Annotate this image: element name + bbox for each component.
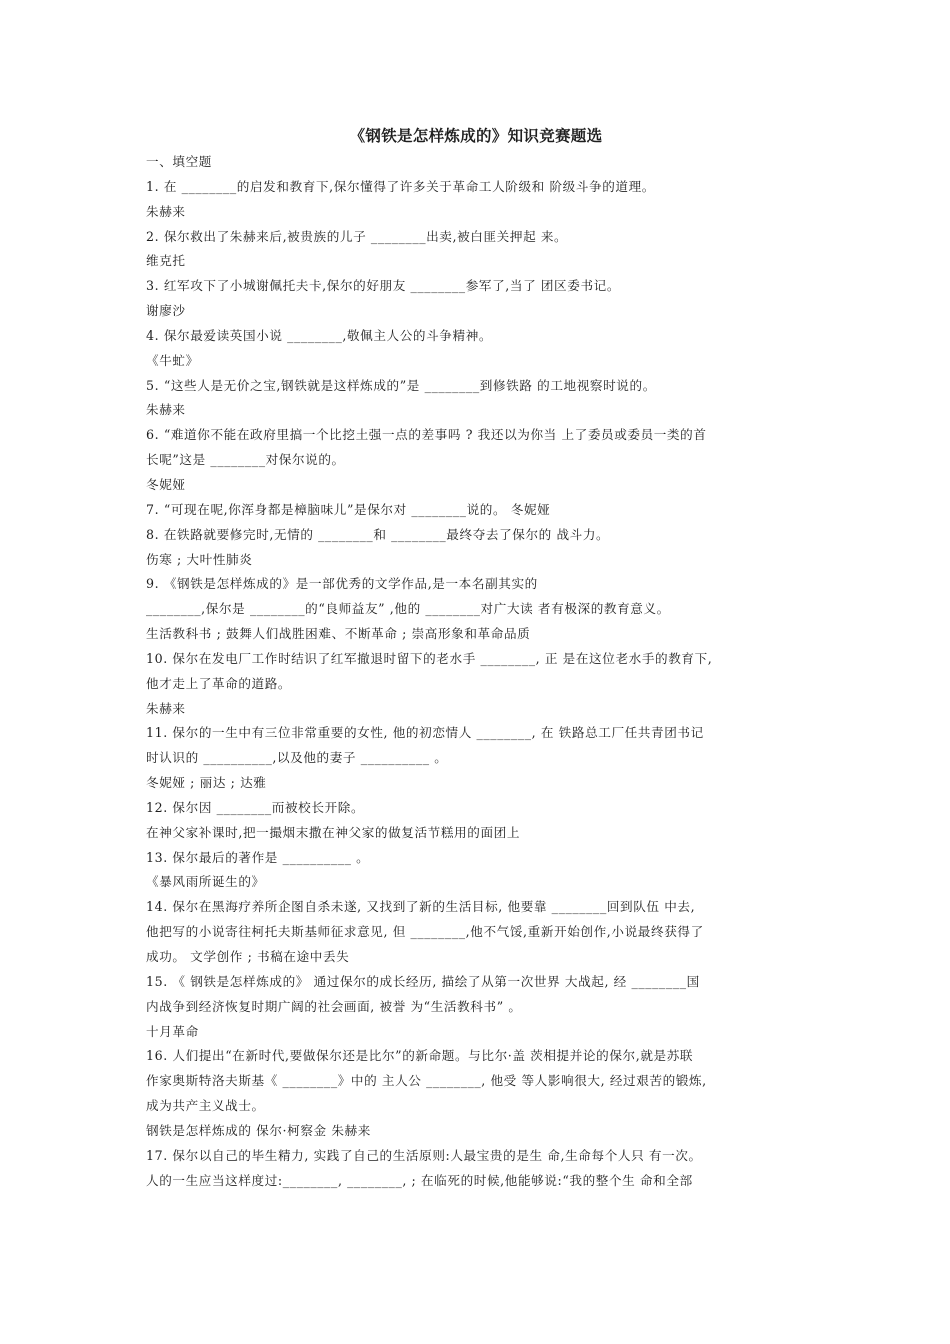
text-line: 成为共产主义战士。 xyxy=(146,1098,265,1114)
text-line: 维克托 xyxy=(146,253,186,269)
text-line: 在神父家补课时,把一撮烟末撒在神父家的做复活节糕用的面团上 xyxy=(146,824,521,840)
text-line: 时认识的 __________,以及他的妻子 __________ 。 xyxy=(146,750,448,766)
text-line: 人的一生应当这样度过:________, ________, ; 在临死的时候,他能够说:“我的整个生 命和全部 xyxy=(146,1172,693,1188)
document-page xyxy=(146,122,806,1193)
text-line: 9. 《钢铁是怎样炼成的》是一部优秀的文学作品,是一本名副其实的 xyxy=(146,576,538,592)
text-line: 6. “难道你不能在政府里搞一个比挖土强一点的差事吗 ? 我还以为你当 上了委员或委员一类的首 xyxy=(146,427,707,443)
text-line: 13. 保尔最后的著作是 __________ 。 xyxy=(146,849,370,865)
text-line: 作家奥斯特洛夫斯基《 ________》中的 主人公 ________, 他受 等人影响很大, 经过艰苦的锻炼, xyxy=(146,1073,707,1089)
text-line: 生活教科书 ; 鼓舞人们战胜困难、不断革命 ; 崇高形象和革命品质 xyxy=(146,626,531,642)
text-line: ________,保尔是 ________的“良师益友” ,他的 ________对广大读 者有极深的教育意义。 xyxy=(146,601,670,617)
text-line: 3. 红军攻下了小城谢佩托夫卡,保尔的好朋友 ________参军了,当了 团区委书记。 xyxy=(146,278,621,294)
text-line: 他把写的小说寄往柯托夫斯基师征求意见, 但 ________,他不气馁,重新开始创作,小说最终获得了 xyxy=(146,924,704,940)
text-line: 1. 在 ________的启发和教育下,保尔懂得了许多关于革命工人阶级和 阶级斗争的道理。 xyxy=(146,178,656,194)
text-line: 朱赫来 xyxy=(146,402,186,418)
text-line: 11. 保尔的一生中有三位非常重要的女性, 他的初恋情人 ________, 在 铁路总工厂任共青团书记 xyxy=(146,725,704,741)
text-line: 朱赫来 xyxy=(146,203,186,219)
text-line: 钢铁是怎样炼成的 保尔·柯察金 朱赫来 xyxy=(146,1122,371,1138)
text-line: 伤寒 ; 大叶性肺炎 xyxy=(146,551,253,567)
text-line: 十月革命 xyxy=(146,1023,199,1039)
text-line: 8. 在铁路就要修完时,无情的 ________和 ________最终夺去了保尔的 战斗力。 xyxy=(146,526,610,542)
text-line: 内战争到经济恢复时期广阔的社会画面, 被誉 为“生活教科书” 。 xyxy=(146,998,522,1014)
document-title: 《钢铁是怎样炼成的》知识竞赛题选 xyxy=(349,126,603,145)
text-line: 《暴风雨所诞生的》 xyxy=(146,874,265,890)
text-line: 15. 《 钢铁是怎样炼成的》 通过保尔的成长经历, 描绘了从第一次世界 大战起, 经 ________国 xyxy=(146,973,700,989)
text-line: 一、填空题 xyxy=(146,154,212,169)
text-line: 5. “这些人是无价之宝,钢铁就是这样炼成的”是 ________到修铁路 的工地视察时说的。 xyxy=(146,377,656,393)
text-line: 17. 保尔以自己的毕生精力, 实践了自己的生活原则:人最宝贵的是生 命,生命每个人只 有一次。 xyxy=(146,1147,702,1163)
text-line: 14. 保尔在黑海疗养所企图自杀未遂, 又找到了新的生活目标, 他要靠 ________回到队伍 中去, xyxy=(146,899,696,915)
text-line: 冬妮娅 xyxy=(146,476,186,492)
text-line: 7. “可现在呢,你浑身都是樟脑味儿”是保尔对 ________说的。 冬妮娅 xyxy=(146,501,551,517)
text-line: 12. 保尔因 ________而被校长开除。 xyxy=(146,799,365,815)
text-line: 4. 保尔最爱读英国小说 ________,敬佩主人公的斗争精神。 xyxy=(146,327,493,343)
text-line: 10. 保尔在发电厂工作时结识了红军撤退时留下的老水手 ________, 正 是在这位老水手的教育下, xyxy=(146,650,713,666)
quiz-body xyxy=(146,150,806,1193)
text-line: 《牛虻》 xyxy=(146,352,199,368)
text-line: 他才走上了革命的道路。 xyxy=(146,675,292,691)
text-line: 冬妮娅 ; 丽达 ; 达雅 xyxy=(146,775,267,791)
text-line: 谢廖沙 xyxy=(146,303,186,319)
text-line: 16. 人们提出“在新时代,要做保尔还是比尔”的新命题。与比尔·盖 茨相提并论的保尔,就是苏联 xyxy=(146,1048,694,1064)
text-line: 成功。 文学创作 ; 书稿在途中丢失 xyxy=(146,949,350,964)
text-line: 长呢”这是 ________对保尔说的。 xyxy=(146,452,345,468)
text-line: 2. 保尔救出了朱赫来后,被贵族的儿子 ________出卖,被白匪关押起 来。 xyxy=(146,228,568,244)
text-line: 朱赫来 xyxy=(146,700,186,716)
